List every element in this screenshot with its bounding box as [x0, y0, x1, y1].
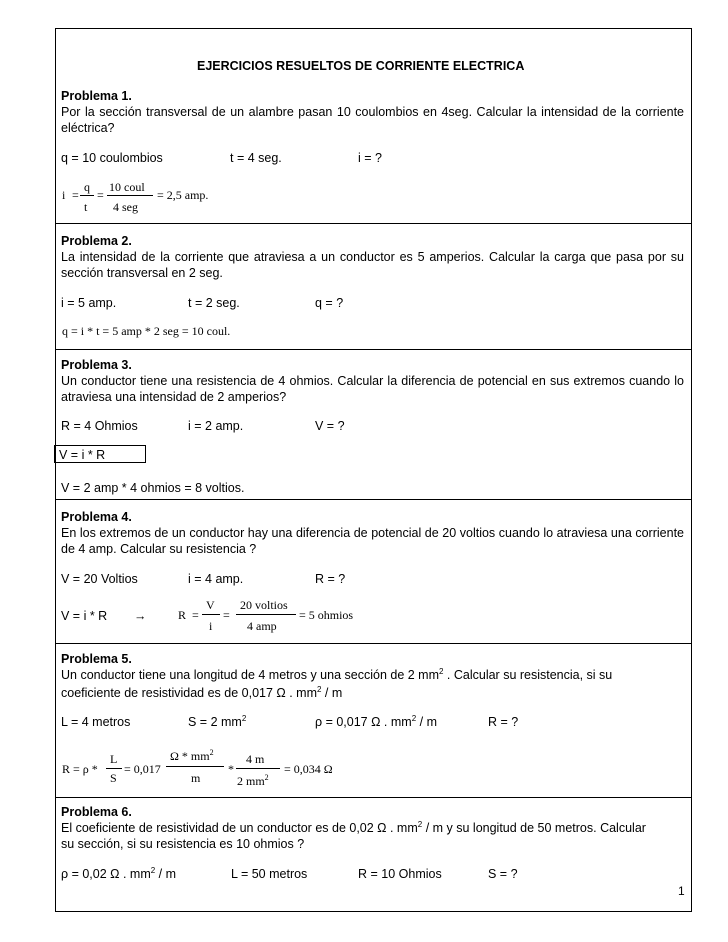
problem-6-text-line2: su sección, si su resistencia es 10 ohmios ?	[61, 837, 305, 851]
page-title: EJERCICIOS RESUELTOS DE CORRIENTE ELECTRICA	[197, 59, 525, 73]
problem-4-text: En los extremos de un conductor hay una diferencia de potencial de 20 voltios cuando lo atraviesa una corriente de 4 amp. Calcular su resistencia ?	[61, 526, 684, 556]
divider	[55, 223, 692, 224]
divider	[55, 499, 692, 500]
ohm-law-formula: V = i * R	[59, 448, 106, 462]
formula-middle: = 0,017	[124, 762, 161, 776]
formula-result: = 0,034 Ω	[284, 762, 333, 776]
problem-4-data-r: R = ?	[315, 572, 346, 586]
formula-denominator: i	[209, 619, 213, 633]
formula-numerator: q	[84, 180, 90, 194]
formula-numerator: V	[206, 598, 215, 612]
formula-denominator: t	[84, 200, 88, 214]
formula-denominator-3: 2 $mm^2$	[237, 773, 269, 788]
page-number: 1	[678, 884, 685, 898]
problem-2-formula: q = i * t = 5 amp * 2 seg = 10 coul.	[62, 324, 231, 338]
problem-5-text-line1: Un conductor tiene una longitud de 4 metros y una sección de 2 $mm^2$ . Calcular su resistencia, si su	[61, 666, 613, 682]
problem-3-text: Un conductor tiene una resistencia de 4 ohmios. Calcular la diferencia de potencial en sus extremos cuando lo atraviesa una intensidad de 2 amperios?	[61, 374, 684, 404]
problem-6-data-s: S = ?	[488, 867, 518, 881]
problem-4-data-v: V = 20 Voltios	[61, 572, 138, 586]
problem-5-heading: Problema 5.	[61, 652, 132, 666]
problem-3-data-r: R = 4 Ohmios	[61, 419, 138, 433]
problem-2-data-t: t = 2 seg.	[188, 296, 240, 310]
problem-6-text-line1: El coeficiente de resistividad de un conductor es de 0,02 Ω . $mm^2$ / m y su longitud de 50 metros. Calcular	[61, 819, 646, 835]
problem-3-data-v: V = ?	[315, 419, 345, 433]
problem-3-result: V = 2 amp * 4 ohmios = 8 voltios.	[61, 481, 245, 495]
formula-star: *	[228, 762, 234, 776]
problem-1-heading: Problema 1.	[61, 89, 132, 103]
problem-2-heading: Problema 2.	[61, 234, 132, 248]
divider	[55, 797, 692, 798]
formula-equals: =	[72, 188, 79, 202]
formula-denominator-2: 4 seg	[113, 200, 138, 214]
formula-numerator-2: Ω * $mm^2$	[170, 748, 214, 763]
problem-6-data-r: R = 10 Ohmios	[358, 867, 442, 881]
problem-4-heading: Problema 4.	[61, 510, 132, 524]
problem-2-data-i: i = 5 amp.	[61, 296, 117, 310]
problem-5-text-line2: coeficiente de resistividad es de 0,017 Ω . $mm^2$ / m	[61, 684, 343, 700]
formula-numerator-2: 20 voltios	[240, 598, 288, 612]
divider	[55, 643, 692, 644]
formula-denominator: S	[110, 771, 117, 785]
problem-4-data-i: i = 4 amp.	[188, 572, 244, 586]
problem-5-data-r: R = ?	[488, 715, 519, 729]
problem-1-data-i: i = ?	[358, 151, 382, 165]
problem-5-data-s: S = 2 $mm^2$	[188, 713, 247, 729]
formula-equals-2: =	[97, 188, 104, 202]
problem-2-text: La intensidad de la corriente que atraviesa a un conductor es 5 amperios. Calcular la carga que pasa por su sección transversal en 2 seg.	[61, 250, 684, 280]
problem-5-data-l: L = 4 metros	[61, 715, 131, 729]
problem-6-data-rho: ρ = 0,02 Ω . $mm^2$ / m	[61, 865, 177, 881]
problem-1-data-q: q = 10 coulombios	[61, 151, 163, 165]
problem-6-heading: Problema 6.	[61, 805, 132, 819]
formula-lhs: i	[62, 188, 66, 202]
formula-numerator-2: 10 coul	[109, 180, 145, 194]
formula-numerator: L	[110, 752, 118, 766]
problem-2-data-q: q = ?	[315, 296, 344, 310]
formula-numerator-3: 4 m	[246, 752, 265, 766]
formula-result: = 2,5 amp.	[157, 188, 209, 202]
problem-4-law: V = i * R	[61, 609, 108, 623]
formula-denominator-2: m	[191, 771, 201, 785]
problem-6-data-l: L = 50 metros	[231, 867, 308, 881]
problem-3-data-i: i = 2 amp.	[188, 419, 244, 433]
formula-lhs: R = ρ *	[62, 762, 98, 776]
arrow-right-icon: →	[134, 609, 147, 623]
problem-3-heading: Problema 3.	[61, 358, 132, 372]
problem-5-data-rho: ρ = 0,017 Ω . $mm^2$ / m	[315, 713, 437, 729]
problem-1-data-t: t = 4 seg.	[230, 151, 282, 165]
problem-1-text: Por la sección transversal de un alambre pasan 10 coulombios en 4seg. Calcular la intensidad de la corriente eléctrica?	[61, 105, 684, 135]
formula-result: = 5 ohmios	[299, 608, 354, 622]
formula-denominator-2: 4 amp	[247, 619, 277, 633]
formula-lhs: R	[178, 608, 187, 622]
divider	[55, 349, 692, 350]
